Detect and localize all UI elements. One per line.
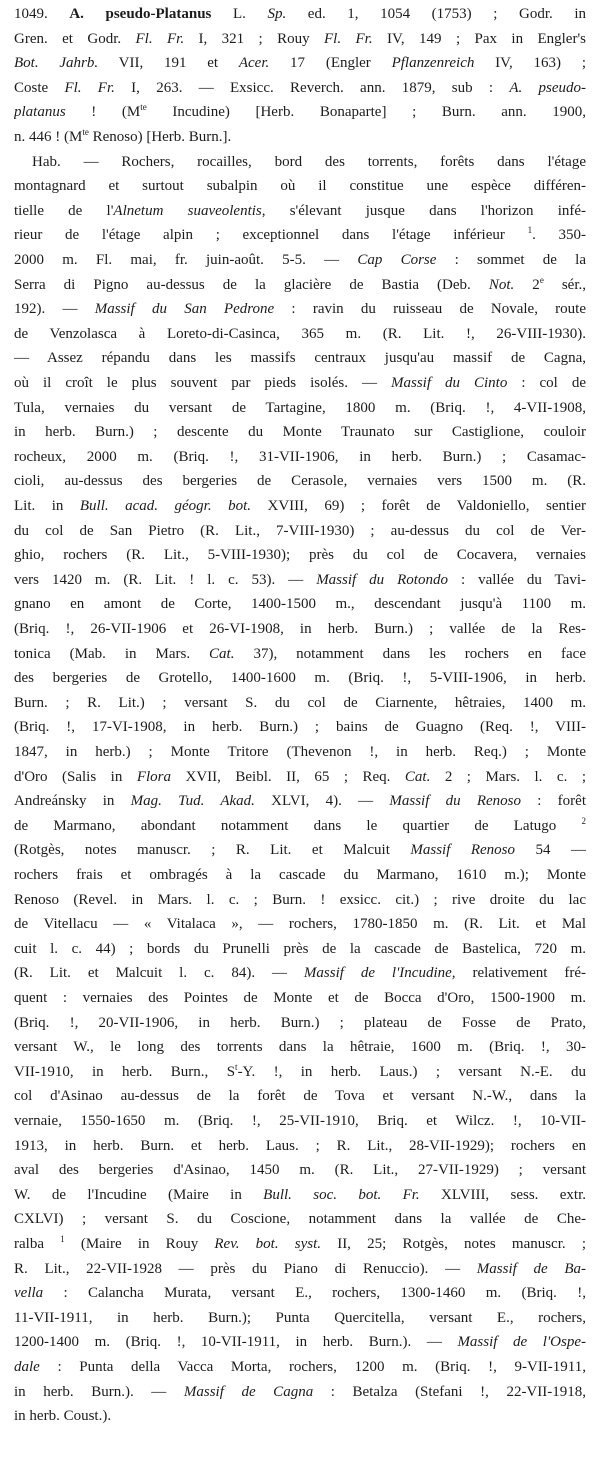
text-run: cioli, au-dessus des bergeries de Cerasole, vernaies vers 1500 m. (R. [14, 473, 586, 490]
text-run: e [539, 274, 544, 285]
text-run: platanus [14, 104, 66, 121]
text-run: CXLVI) ; versant S. du Coscione, notamment dans la vallée de Che- [14, 1211, 586, 1228]
text-run: Rev. bot. syst. [214, 1236, 322, 1252]
text-run: -Y. !, in herb. Laus.) ; versant N.-E. du [237, 1063, 586, 1080]
text-line [14, 961, 586, 985]
text-run: : Calancha Murata, versant E., rochers, 1300-1460 m. (Briq. !, [43, 1285, 586, 1302]
text-run: montagnard et surtout subalpin où il constitue une espèce différen- [14, 178, 586, 195]
text-run: W. de l'Incudine (Maire in [14, 1186, 264, 1203]
text-line [14, 100, 586, 124]
text-run: in herb. Burn.). — [14, 1383, 184, 1400]
text-run: 2 [514, 276, 540, 293]
text-line [14, 543, 586, 567]
text-run: te [82, 127, 89, 137]
text-run: vella [14, 1285, 44, 1302]
text-run: (Briq. !, 20-VII-1906, in herb. Burn.) ; plateau de Fosse de Prato, [14, 1014, 586, 1031]
text-line [14, 51, 586, 75]
text-run: 192). — [14, 301, 95, 318]
text-line [14, 445, 586, 469]
text-run: rieur de l'étage alpin ; exceptionnel dans l'étage inférieur [14, 227, 528, 244]
text-run: I, 321 ; Rouy [184, 30, 325, 47]
text-run: 2 ; Mars. l. c. ; [430, 768, 586, 785]
text-run: : forêt [521, 793, 586, 810]
text-line [14, 1257, 586, 1281]
text-run: Acer. [238, 55, 270, 72]
text-line [14, 838, 586, 862]
text-line [14, 273, 586, 297]
text-run: XVII, Beibl. II, 65 ; Req. [171, 768, 405, 785]
text-run: Massif de Ba- [476, 1260, 586, 1277]
text-run: 17 (Engler [269, 55, 392, 72]
text-run: : vallée du Tavi- [447, 571, 586, 588]
text-run: 1 [60, 1234, 65, 1244]
text-run: (Rotgès, notes manuscr. ; R. Lit. et Malcuit [14, 842, 411, 859]
text-line [14, 248, 586, 272]
text-line [32, 150, 586, 174]
text-run: , s'élevant jusque dans l'horizon infé- [261, 202, 586, 219]
text-run: Andreánsky in [14, 793, 131, 810]
text-line [14, 396, 586, 420]
text-run: R. Lit., 22-VII-1928 — près du Piano di Renuccio). — [14, 1260, 477, 1277]
text-run: (R. Lit. et Malcuit l. c. 84). — [14, 965, 304, 982]
text-run: versant W., le long des torrents dans la hêtraie, 1600 m. (Briq. !, 30- [14, 1039, 586, 1056]
text-run: de Vitellacu — « Vitalaca », — rochers, 1780-1850 m. (R. Lit. et Mal [14, 916, 586, 933]
text-run: des bergeries de Grotello, 1400-1600 m. (Briq. !, 5-VIII-1906, in herb. [14, 670, 586, 687]
text-run: ralba [14, 1236, 61, 1252]
text-run: Not. [488, 276, 515, 293]
text-line [14, 642, 586, 666]
text-line [14, 986, 586, 1010]
text-run: de Venzolasca à Loreto-di-Casinca, 365 m. (R. Lit. !, 26-VIII-1930). [14, 325, 586, 342]
text-run: ghio, rochers (R. Lit., 5-VIII-1930); près du col de Cocavera, vernaies [14, 547, 586, 564]
text-line [14, 1109, 586, 1133]
text-run: relativement fré- [455, 965, 586, 982]
text-run: Massif Renoso [410, 842, 516, 859]
text-run: rocheux, 2000 m. (Briq. !, 31-VII-1906, in herb. Burn.) ; Casamac- [14, 448, 586, 465]
text-line [14, 888, 586, 912]
text-line [14, 1084, 586, 1108]
text-line [14, 814, 586, 838]
text-run: Bull. soc. bot. Fr. [263, 1186, 420, 1203]
text-run: ed. 1, 1054 (1753) ; Godr. in [286, 6, 586, 22]
text-run: XLVI, 4). — [254, 793, 390, 810]
text-run: Bull. acad. géogr. bot. [79, 498, 251, 514]
text-run: Incudine) [Herb. Bonaparte] ; Burn. ann. 1900, [146, 104, 586, 121]
text-line [14, 494, 586, 518]
text-run: Tula, vernaies du versant de Tartagine, 1800 m. (Briq. !, 4-VII-1908, [14, 399, 586, 416]
text-run: te [140, 102, 147, 113]
text-run: : Punta della Vacca Morta, rochers, 1200 m. (Briq. !, 9-VII-1911, [39, 1359, 586, 1375]
text-run: : ravin du ruisseau de Novale, route [274, 301, 586, 318]
text-run: (Briq. !, 26-VII-1906 et 26-VI-1908, in herb. Burn.) ; vallée de la Res- [14, 621, 586, 637]
text-run: 1200-1400 m. (Briq. !, 10-VII-1911, in herb. Burn.). — [14, 1334, 458, 1351]
text-run: Renoso) [Herb. Burn.]. [88, 129, 232, 145]
text-run: quent : vernaies des Pointes de Monte et de Bocca d'Oro, 1500-1900 m. [14, 990, 586, 1006]
text-run: vernaie, 1550-1650 m. (Briq. !, 25-VII-1910, Briq. et Wilcz. !, 10-VII- [14, 1113, 586, 1129]
text-run: 54 — [515, 842, 586, 859]
text-run: A. pseudo- [509, 79, 586, 96]
text-line [14, 469, 586, 493]
text-run: 1 [527, 225, 533, 236]
text-line [14, 740, 586, 764]
text-line [14, 666, 586, 690]
text-run: Sp. [267, 6, 287, 22]
text-line [14, 519, 586, 543]
text-line [14, 617, 586, 641]
text-line [14, 1232, 586, 1256]
text-line [14, 1306, 586, 1330]
text-run: VII, 191 et [98, 55, 239, 72]
text-run: gnano en amont de Corte, 1400-1500 m., descendant jusqu'à 1100 m. [14, 596, 586, 613]
text-line [14, 592, 586, 616]
text-run: . 350- [532, 227, 586, 244]
text-line [14, 322, 586, 346]
text-run: Bot. Jahrb. [14, 55, 99, 72]
text-run: L. [211, 6, 268, 22]
text-run: Gren. et Godr. [14, 30, 136, 47]
text-run: du col de San Pietro (R. Lit., 7-VIII-1930) ; au-dessus du col de Ver- [14, 522, 586, 539]
text-run: Massif de Cagna [183, 1383, 314, 1400]
text-run: Massif du Renoso [389, 793, 522, 810]
text-line [14, 1355, 586, 1379]
text-run: Massif du San Pedrone [94, 301, 275, 318]
text-run: Coste [14, 79, 65, 96]
text-run: Flora [136, 768, 171, 785]
text-run: tielle de l' [14, 202, 114, 219]
text-run: XLVIII, sess. extr. [419, 1186, 586, 1203]
text-line [14, 1035, 586, 1059]
text-run: d'Oro (Salis in [14, 768, 137, 785]
text-line [14, 691, 586, 715]
text-run: ! (M [65, 104, 141, 121]
text-run: tonica (Mab. in Mars. [14, 645, 210, 662]
text-run: Fl. Fr. [324, 30, 373, 47]
text-run: 2000 m. Fl. mai, fr. juin-août. 5-5. — [14, 252, 358, 268]
text-run: t [235, 1061, 238, 1072]
text-run: Massif du Rotondo [316, 571, 448, 588]
text-run: dale [14, 1359, 40, 1375]
text-run: IV, 149 ; Pax in Engler's [372, 30, 586, 47]
text-run: VII-1910, in herb. Burn., S [14, 1063, 236, 1080]
text-line [14, 199, 586, 223]
text-line [14, 1060, 586, 1084]
text-run: 1847, in herb.) ; Monte Tritore (Thevenon !, in herb. Req.) ; Monte [14, 744, 586, 760]
text-run: Lit. in [14, 498, 80, 514]
text-run: rochers frais et ombragés à la cascade du Marmano, 1610 m.); Monte [14, 867, 586, 883]
text-run: Massif de l'Ospe- [457, 1334, 586, 1351]
text-line [14, 1134, 586, 1158]
text-run: Mag. Tud. Akad. [130, 793, 255, 810]
text-line [14, 420, 586, 444]
text-run: — Assez répandu dans les massifs centraux jusqu'au massif de Cagna, [14, 350, 586, 367]
text-run: 37), notamment dans les rochers en face [234, 645, 586, 662]
text-run: Renoso (Revel. in Mars. l. c. ; Burn. ! exsicc. cit.) ; rive droite du lac [14, 891, 586, 908]
text-line [14, 27, 586, 51]
text-line [14, 937, 586, 961]
text-line [14, 174, 586, 198]
text-run: vers 1420 m. (R. Lit. ! l. c. 53). — [14, 571, 317, 588]
text-line [14, 346, 586, 370]
text-run: Burn. ; R. Lit.) ; versant S. du col de Ciarnente, hêtraies, 1400 m. [14, 694, 586, 711]
text-line [14, 1281, 586, 1305]
text-run: Serra di Pigno au-dessus de la glacière de Bastia (Deb. [14, 276, 489, 293]
text-line [14, 371, 586, 395]
text-run: Pflanzenreich [391, 55, 475, 72]
text-run: Fl. Fr. [135, 30, 185, 47]
text-line [14, 1207, 586, 1231]
text-line [14, 568, 586, 592]
text-run: Massif du Cinto [391, 375, 508, 391]
text-run: I, 263. — Exsicc. Reverch. ann. 1879, sub : [114, 79, 510, 96]
text-run: A. pseudo-Platanus [69, 6, 212, 22]
text-run: (Maire in Rouy [64, 1236, 215, 1252]
text-line [14, 715, 586, 739]
text-run: de Marmano, abondant notamment dans le quartier de Latugo [14, 817, 582, 834]
text-run: : sommet de la [436, 252, 586, 268]
text-line [14, 76, 586, 100]
text-run: cuit l. c. 44) ; bords du Prunelli près de la cascade de Bastelica, 720 m. [14, 940, 586, 957]
text-line [14, 2, 586, 26]
text-run: in herb. Burn.) ; descente du Monte Traunato sur Castiglione, couloir [14, 424, 586, 441]
text-run: 2 [581, 815, 586, 826]
text-line [14, 1404, 586, 1428]
text-line [14, 297, 586, 321]
text-line [14, 1011, 586, 1035]
text-run: II, 25; Rotgès, notes manuscr. ; [321, 1236, 586, 1252]
text-line [14, 765, 586, 789]
text-line [14, 1183, 586, 1207]
text-line [14, 1330, 586, 1354]
text-run: Massif de l'Incudine, [303, 965, 456, 982]
text-run: aval des bergeries d'Asinao, 1450 m. (R. Lit., 27-VII-1929) ; versant [14, 1162, 586, 1179]
text-run: 1049. [14, 6, 70, 22]
text-line [14, 789, 586, 813]
text-run: Alnetum suaveolentis [113, 202, 262, 219]
text-run: 1913, in herb. Burn. et herb. Laus. ; R. Lit., 28-VII-1929); rochers en [14, 1137, 586, 1154]
text-line [14, 1158, 586, 1182]
text-run: où il croît le plus souvent par pieds isolés. — [14, 375, 391, 391]
text-line [14, 223, 586, 247]
text-run: XVIII, 69) ; forêt de Valdoniello, sentier [251, 498, 586, 514]
text-run: col d'Asinao au-dessus de la forêt de Tova et versant N.-W., dans la [14, 1088, 586, 1105]
text-run: Cat. [209, 645, 235, 662]
text-run: : Betalza (Stefani !, 22-VII-1918, [313, 1383, 586, 1400]
text-line [14, 863, 586, 887]
text-run: Cap Corse [357, 252, 437, 268]
text-line [14, 912, 586, 936]
text-run: in herb. Coust.). [14, 1408, 112, 1425]
text-line [14, 125, 586, 149]
text-run: Cat. [404, 768, 431, 785]
text-run: IV, 163) ; [474, 55, 586, 72]
text-run: Fl. Fr. [64, 79, 115, 96]
text-run: n. 446 ! (M [14, 129, 83, 145]
text-run: 11-VII-1911, in herb. Burn.); Punta Quercitella, versant E., rochers, [14, 1309, 586, 1326]
text-run: (Briq. !, 17-VI-1908, in herb. Burn.) ; bains de Guagno (Req. !, VIII- [14, 719, 586, 736]
text-line [14, 1380, 586, 1404]
text-run: : col de [507, 375, 586, 391]
text-run: Hab. — Rochers, rocailles, bord des torrents, forêts dans l'étage [32, 153, 586, 170]
text-run: sér., [543, 276, 586, 293]
